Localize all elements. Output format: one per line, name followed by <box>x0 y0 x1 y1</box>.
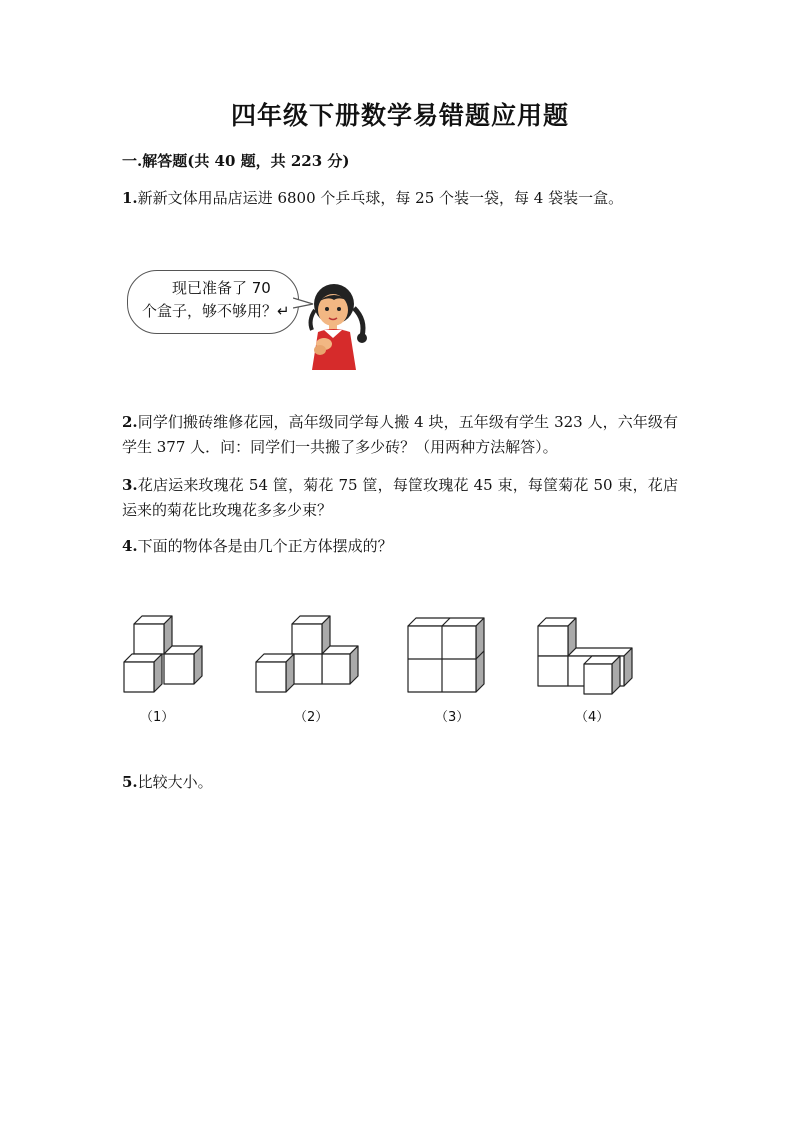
question-2 <box>122 410 678 460</box>
page-title: 四年级下册数学易错题应用题 <box>230 101 569 130</box>
question-4 <box>122 534 678 559</box>
question-number: 2. <box>122 413 138 431</box>
question-text: 同学们搬砖维修花园，高年级同学每人搬 4 块，五年级有学生 323 人，六年级有学生 377 人．问：同学们一共搬了多少砖？（用两种方法解答）。 <box>122 413 678 456</box>
question-5 <box>122 770 678 795</box>
question-number: 5. <box>122 773 138 791</box>
figure-caption-2: （2） <box>294 710 329 725</box>
question-1 <box>122 186 678 211</box>
question-number: 3. <box>122 476 138 494</box>
figure-caption-4: （4） <box>575 710 610 725</box>
section-heading: 一.解答题(共 40 题，共 223 分) <box>122 152 350 170</box>
question-3 <box>122 473 678 523</box>
speech-line-1: 现已准备了 70 <box>172 279 271 297</box>
question-number: 1. <box>122 189 138 207</box>
question-text: 下面的物体各是由几个正方体摆成的？ <box>137 537 393 555</box>
question-text: 新新文体用品店运进 6800 个乒乓球，每 25 个装一袋，每 4 袋装一盒。 <box>137 189 624 207</box>
question-number: 4. <box>122 537 138 555</box>
cube-figure-2 <box>250 612 362 698</box>
cube-figure-4 <box>534 612 638 698</box>
question-text: 比较大小。 <box>137 773 213 791</box>
speech-line-2: 个盒子，够不够用？↵ <box>142 302 290 320</box>
cube-figure-3 <box>404 612 488 698</box>
girl-illustration <box>300 280 372 372</box>
figure-caption-3: （3） <box>435 710 470 725</box>
figure-caption-1: （1） <box>140 710 175 725</box>
speech-bubble <box>127 270 299 334</box>
question-text: 花店运来玫瑰花 54 筐，菊花 75 筐，每筐玫瑰花 45 束，每筐菊花 50 束，花店运来的菊花比玫瑰花多多少束？ <box>122 476 678 519</box>
cube-figure-1 <box>118 612 208 698</box>
